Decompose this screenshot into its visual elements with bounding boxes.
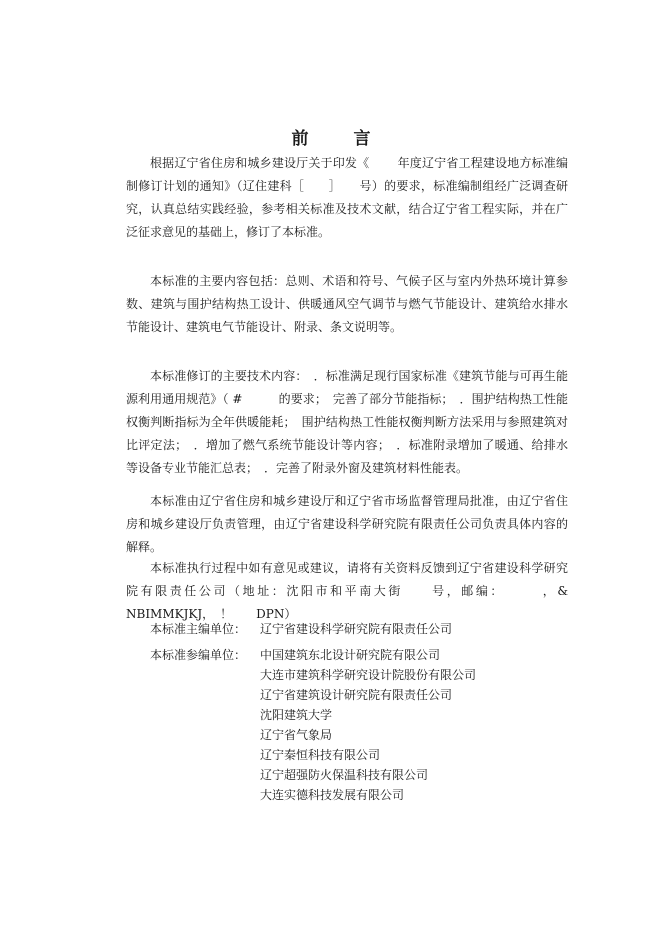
- participating-unit: 沈阳建筑大学: [260, 708, 333, 722]
- participating-unit: 辽宁秦恒科技有限公司: [260, 748, 381, 762]
- page-title: 前 言: [291, 129, 385, 149]
- chief-unit-row: [150, 619, 570, 645]
- participating-unit-label: 本标准参编单位：: [150, 648, 247, 662]
- participating-unit: 大连实德科技发展有限公司: [260, 788, 405, 802]
- preface-paragraph-4: 本标准由辽宁省住房和城乡建设厅和辽宁省市场监督管理局批准，由辽宁省住房和城乡建设厅负责管理，由辽宁省建设科学研究院有限责任公司负责具体内容的解释。: [126, 494, 568, 554]
- participating-unit: 辽宁超强防火保温科技有限公司: [260, 768, 429, 782]
- preface-paragraph-1: 根据辽宁省住房和城乡建设厅关于印发《 年度辽宁省工程建设地方标准编制修订计划的通知》（辽住建科［ ］ 号）的要求，标准编制组经广泛调查研究，认真总结实践经验，参考相关标准及技术文献，结合辽宁省工程实际，并在广泛征求意见的基础上，修订了本标准。: [126, 156, 568, 239]
- preface-paragraph-3: 本标准修订的主要技术内容： ．标准满足现行国家标准《建筑节能与可再生能源利用通用规范》（ # 的要求； 完善了部分节能指标； ．围护结构热工性能权衡判断指标为全年供暖能耗； 围护结构热工性能权衡判断方法采用与参照建筑对比评定法； ．增加了燃气系统节能设计等内容； ．标准附录增加了暖通、给排水等设备专业节能汇总表； ．完善了附录外窗及建筑材料性能表。: [126, 369, 568, 475]
- participating-unit: 中国建筑东北设计研究院有限公司: [260, 648, 441, 662]
- participating-unit: 大连市建筑科学研究设计院股份有限公司: [260, 668, 477, 682]
- chief-unit-name: 辽宁省建设科学研究院有限责任公司: [260, 622, 453, 636]
- participating-unit-list: [260, 645, 477, 802]
- chief-unit-label: 本标准主编单位：: [150, 622, 247, 636]
- participating-units-row: [150, 645, 570, 802]
- preface-paragraph-2: 本标准的主要内容包括：总则、术语和符号、气候子区与室内外热环境计算参数、建筑与围护结构热工设计、供暖通风空气调节与燃气节能设计、建筑给水排水节能设计、建筑电气节能设计、附录、条文说明等。: [126, 274, 568, 334]
- participating-unit: 辽宁省建筑设计研究院有限责任公司: [260, 688, 453, 702]
- participating-unit: 辽宁省气象局: [260, 728, 333, 742]
- editing-units: [150, 619, 570, 802]
- preface-paragraph-5: 本标准执行过程中如有意见或建议，请将有关资料反馈到辽宁省建设科学研究院有限责任公司（地址：沈阳市和平南大街 号，邮编： ，& NBIMMKJKJ， ！ DPN）: [126, 561, 568, 621]
